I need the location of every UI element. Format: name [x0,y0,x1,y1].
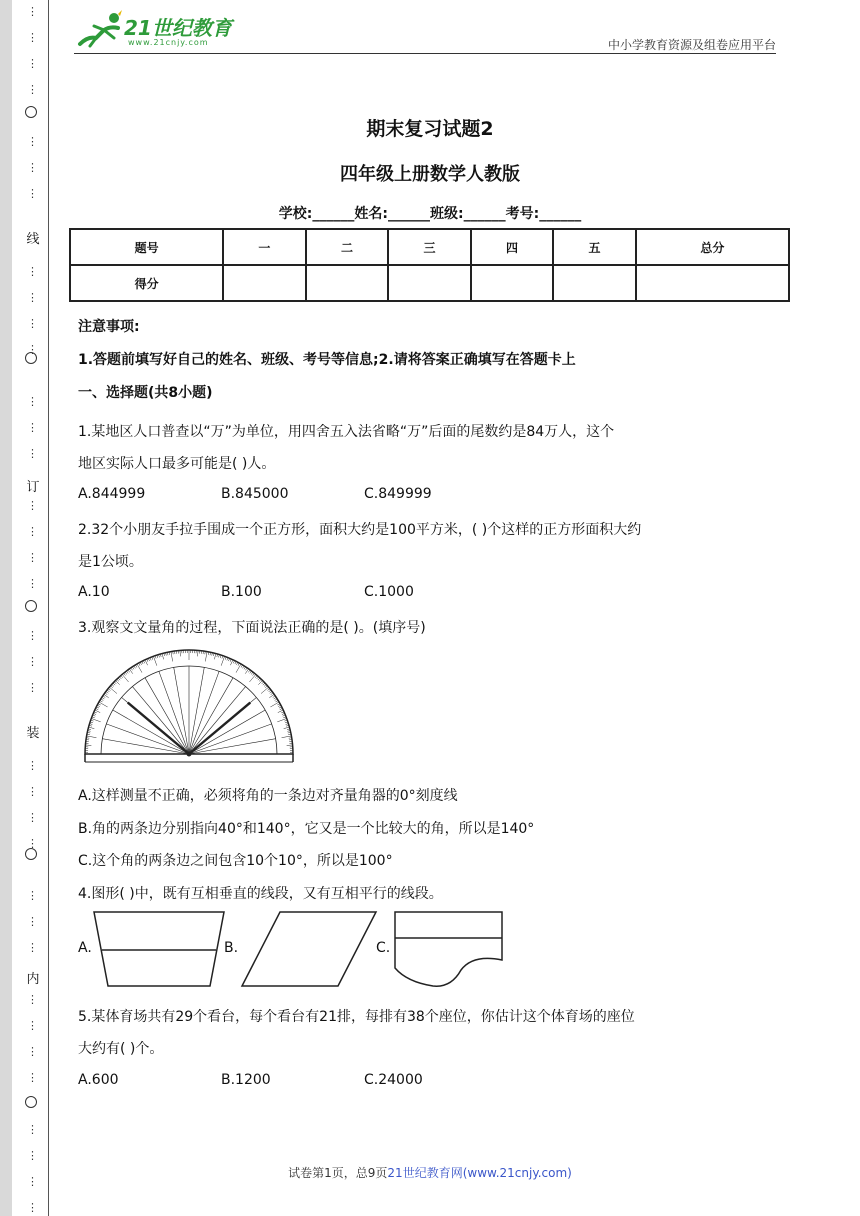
score-cell [553,265,636,301]
binding-dots: ⋮ [27,343,38,356]
score-header-cell: 题号 [70,229,223,265]
logo-url: www.21cnjy.com [128,38,209,47]
binding-dots: ⋮ [27,1149,38,1162]
header-divider [74,53,776,54]
binding-dots: ⋮ [27,57,38,70]
page-subtitle: 四年级上册数学人教版 [340,164,520,185]
binding-dots: ⋮ [27,135,38,148]
question-5-line-2: 大约有( )个。 [78,1041,164,1057]
question-2-option-b: B.100 [221,584,262,600]
question-1-option-a: A.844999 [78,486,146,502]
binding-dots: ⋮ [27,265,38,278]
score-header-cell: 五 [553,229,636,265]
notice-text: 1.答题前填写好自己的姓名、班级、考号等信息;2.请将答案正确填写在答题卡上 [78,352,576,368]
binding-dots: ⋮ [27,1123,38,1136]
binding-dots: ⋮ [27,421,38,434]
binding-dots: ⋮ [27,395,38,408]
binding-dots: ⋮ [27,447,38,460]
binding-dots: ⋮ [27,551,38,564]
question-5-option-a: A.600 [78,1072,119,1088]
binding-dots: ⋮ [27,915,38,928]
binding-dots: ⋮ [27,889,38,902]
margin-char-nei: 内 [26,972,40,987]
protractor-figure [78,644,300,766]
binding-dots: ⋮ [27,5,38,18]
binding-dots: ⋮ [27,1019,38,1032]
question-2-option-a: A.10 [78,584,110,600]
figure-a-trapezoid [92,910,226,988]
score-header-cell: 一 [223,229,306,265]
binding-dots: ⋮ [27,811,38,824]
question-1-option-b: B.845000 [221,486,289,502]
logo-text: 21世纪教育 [124,16,232,40]
score-table-row [70,265,789,301]
binding-dots: ⋮ [27,941,38,954]
notice-title: 注意事项: [78,319,140,335]
info-line: 学校:______姓名:______班级:______考号:______ [278,206,582,222]
binding-dots: ⋮ [27,291,38,304]
score-table [69,228,790,302]
binding-dots: ⋮ [27,499,38,512]
score-row-label: 得分 [70,265,223,301]
score-cell [636,265,789,301]
binding-dots: ⋮ [27,785,38,798]
binding-circle-icon [25,1096,37,1108]
score-cell [388,265,471,301]
binding-circle-icon [25,352,37,364]
page-title: 期末复习试题2 [366,118,494,140]
binding-dots: ⋮ [27,681,38,694]
margin-char-xian: 线 [26,232,40,247]
footer-link[interactable]: 21世纪教育网(www.21cnjy.com) [387,1166,572,1180]
score-table-header-row [70,229,789,265]
binding-dots: ⋮ [27,83,38,96]
score-header-cell: 总分 [636,229,789,265]
question-2-option-c: C.1000 [364,584,414,600]
figure-c-shape [393,910,505,990]
question-2-line-2: 是1公顷。 [78,554,143,570]
binding-dots: ⋮ [27,317,38,330]
binding-dots: ⋮ [27,187,38,200]
question-3-option-b: B.角的两条边分别指向40°和140°，它又是一个比较大的角，所以是140° [78,821,535,837]
question-5-line-1: 5.某体育场共有29个看台，每个看台有21排，每排有38个座位，你估计这个体育场的座位 [78,1009,635,1025]
figure-b-parallelogram [240,910,378,988]
score-header-cell: 三 [388,229,471,265]
binding-dots: ⋮ [27,31,38,44]
binding-dots: ⋮ [27,161,38,174]
score-cell [306,265,389,301]
binding-dots: ⋮ [27,629,38,642]
score-cell [471,265,554,301]
question-4-option-c: C. [376,940,391,956]
section-title: 一、选择题(共8小题) [78,385,213,401]
binding-dots: ⋮ [27,655,38,668]
question-5-option-c: C.24000 [364,1072,423,1088]
binding-dots: ⋮ [27,1175,38,1188]
binding-circle-icon [25,600,37,612]
binding-dots: ⋮ [27,1045,38,1058]
question-3-option-c: C.这个角的两条边之间包含10个10°，所以是100° [78,853,393,869]
question-2-line-1: 2.32个小朋友手拉手围成一个正方形，面积大约是100平方米，( )个这样的正方形面积大约 [78,522,642,538]
binding-dots: ⋮ [27,993,38,1006]
binding-dots: ⋮ [27,759,38,772]
question-1-line-1: 1.某地区人口普查以“万”为单位，用四舍五入法省略“万”后面的尾数约是84万人，这个 [78,424,615,440]
binding-dots: ⋮ [27,1071,38,1084]
binding-dots: ⋮ [27,1201,38,1214]
question-4-option-b: B. [224,940,239,956]
footer-page-text: 试卷第1页，总9页 [288,1166,388,1180]
binding-dots: ⋮ [27,837,38,850]
page-footer [0,1164,860,1181]
margin-char-ding: 订 [26,480,40,495]
question-1-line-2: 地区实际人口最多可能是( )人。 [78,456,276,472]
binding-circle-icon [25,848,37,860]
question-4-option-a: A. [78,940,92,956]
score-cell [223,265,306,301]
question-4-line-1: 4.图形( )中，既有互相垂直的线段，又有互相平行的线段。 [78,886,443,902]
score-header-cell: 四 [471,229,554,265]
score-header-cell: 二 [306,229,389,265]
binding-dots: ⋮ [27,577,38,590]
question-3-line-1: 3.观察文文量角的过程，下面说法正确的是( )。(填序号) [78,620,426,636]
binding-dots: ⋮ [27,525,38,538]
margin-char-zhuang: 装 [26,726,40,741]
question-1-option-c: C.849999 [364,486,432,502]
question-3-option-a: A.这样测量不正确，必须将角的一条边对齐量角器的0°刻度线 [78,788,458,804]
platform-label: 中小学教育资源及组卷应用平台 [607,38,776,52]
question-5-option-b: B.1200 [221,1072,271,1088]
